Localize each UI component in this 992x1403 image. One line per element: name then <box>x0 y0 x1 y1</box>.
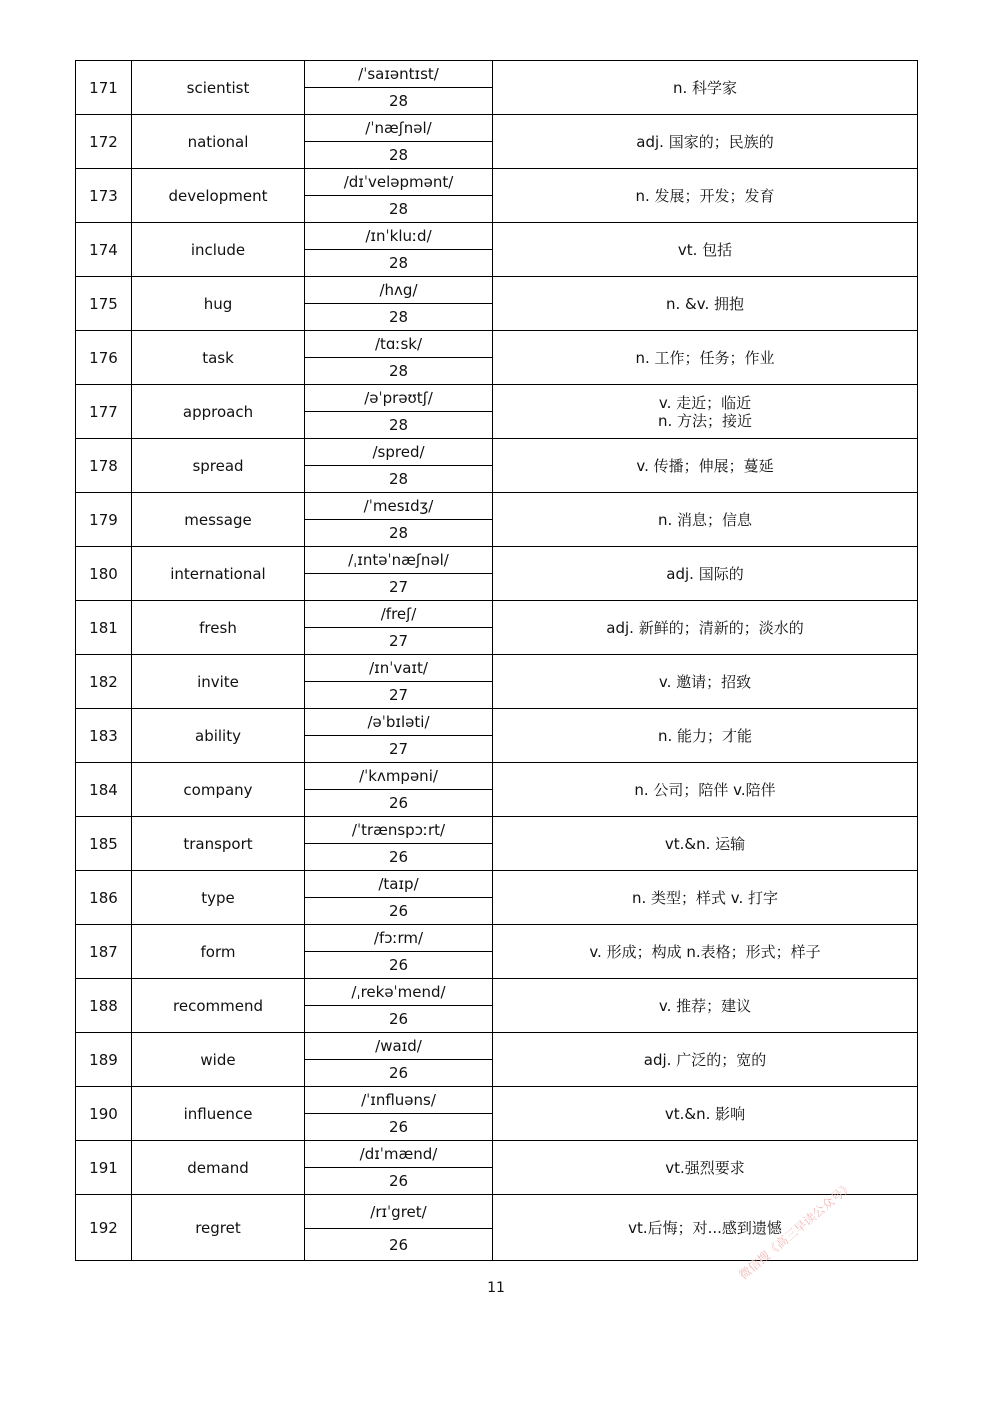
entry-meaning <box>493 655 918 709</box>
entry-number: 175 <box>76 277 132 331</box>
entry-meaning <box>493 871 918 925</box>
meaning-line: n. &v. 拥抱 <box>666 294 744 313</box>
entry-meaning <box>493 817 918 871</box>
table-row <box>76 439 918 466</box>
table-row <box>76 1087 918 1114</box>
entry-frequency: 27 <box>305 574 493 601</box>
entry-word: fresh <box>132 601 305 655</box>
table-row <box>76 871 918 898</box>
entry-number: 176 <box>76 331 132 385</box>
entry-meaning <box>493 277 918 331</box>
table-row <box>76 169 918 196</box>
entry-word: regret <box>132 1195 305 1261</box>
entry-meaning <box>493 1087 918 1141</box>
entry-number: 171 <box>76 61 132 115</box>
table-row <box>76 1033 918 1060</box>
entry-number: 173 <box>76 169 132 223</box>
entry-number: 174 <box>76 223 132 277</box>
entry-meaning <box>493 709 918 763</box>
table-row <box>76 601 918 628</box>
entry-number: 188 <box>76 979 132 1033</box>
entry-number: 180 <box>76 547 132 601</box>
entry-word: message <box>132 493 305 547</box>
entry-frequency: 28 <box>305 304 493 331</box>
entry-frequency: 28 <box>305 358 493 385</box>
entry-number: 192 <box>76 1195 132 1261</box>
entry-number: 189 <box>76 1033 132 1087</box>
meaning-line: n. 类型；样式 v. 打字 <box>631 888 779 907</box>
entry-phonetic: /freʃ/ <box>305 601 493 628</box>
entry-phonetic: /rɪˈgret/ <box>305 1195 493 1229</box>
table-row <box>76 61 918 88</box>
entry-word: development <box>132 169 305 223</box>
entry-meaning <box>493 223 918 277</box>
entry-phonetic: /ˈmesɪdʒ/ <box>305 493 493 520</box>
entry-frequency: 26 <box>305 898 493 925</box>
table-row <box>76 331 918 358</box>
entry-word: company <box>132 763 305 817</box>
entry-frequency: 26 <box>305 1229 493 1261</box>
table-row <box>76 1141 918 1168</box>
entry-word: approach <box>132 385 305 439</box>
entry-phonetic: /ˌrekəˈmend/ <box>305 979 493 1006</box>
entry-number: 172 <box>76 115 132 169</box>
entry-phonetic: /dɪˈveləpmənt/ <box>305 169 493 196</box>
table-row <box>76 493 918 520</box>
meaning-line: adj. 广泛的；宽的 <box>643 1050 767 1069</box>
entry-phonetic: /spred/ <box>305 439 493 466</box>
entry-word: recommend <box>132 979 305 1033</box>
entry-meaning <box>493 1141 918 1195</box>
entry-word: wide <box>132 1033 305 1087</box>
entry-word: type <box>132 871 305 925</box>
meaning-line: v. 邀请；招致 <box>658 672 752 691</box>
entry-frequency: 26 <box>305 844 493 871</box>
entry-meaning <box>493 385 918 439</box>
meaning-line: vt.后悔；对...感到遗憾 <box>628 1218 782 1237</box>
entry-frequency: 26 <box>305 790 493 817</box>
entry-phonetic: /ɪnˈkluːd/ <box>305 223 493 250</box>
meaning-line: vt.强烈要求 <box>665 1158 745 1177</box>
entry-phonetic: /ˈɪnfluəns/ <box>305 1087 493 1114</box>
entry-meaning <box>493 331 918 385</box>
entry-phonetic: /ˈkʌmpəni/ <box>305 763 493 790</box>
entry-phonetic: /ɪnˈvaɪt/ <box>305 655 493 682</box>
entry-meaning <box>493 61 918 115</box>
entry-number: 178 <box>76 439 132 493</box>
meaning-line: adj. 新鲜的；清新的；淡水的 <box>606 618 804 637</box>
table-row <box>76 925 918 952</box>
entry-frequency: 28 <box>305 88 493 115</box>
entry-meaning <box>493 925 918 979</box>
entry-frequency: 28 <box>305 142 493 169</box>
table-row <box>76 223 918 250</box>
vocabulary-table-body <box>76 61 918 1261</box>
entry-meaning <box>493 979 918 1033</box>
entry-number: 187 <box>76 925 132 979</box>
meaning-line: adj. 国家的；民族的 <box>636 132 774 151</box>
meaning-line: v. 走近；临近 <box>658 393 752 412</box>
entry-meaning <box>493 601 918 655</box>
vocabulary-table <box>75 60 918 1261</box>
entry-number: 179 <box>76 493 132 547</box>
meaning-line: n. 能力；才能 <box>657 726 753 745</box>
meaning-line: v. 形成；构成 n.表格；形式；样子 <box>589 942 821 961</box>
entry-number: 182 <box>76 655 132 709</box>
entry-number: 186 <box>76 871 132 925</box>
meaning-line: n. 公司；陪伴 v.陪伴 <box>634 780 776 799</box>
entry-phonetic: /hʌg/ <box>305 277 493 304</box>
entry-word: include <box>132 223 305 277</box>
entry-number: 183 <box>76 709 132 763</box>
entry-meaning <box>493 1033 918 1087</box>
table-row <box>76 655 918 682</box>
entry-phonetic: /dɪˈmænd/ <box>305 1141 493 1168</box>
entry-word: international <box>132 547 305 601</box>
entry-word: national <box>132 115 305 169</box>
entry-word: scientist <box>132 61 305 115</box>
meaning-line: adj. 国际的 <box>666 564 744 583</box>
entry-word: invite <box>132 655 305 709</box>
entry-phonetic: /ˌɪntəˈnæʃnəl/ <box>305 547 493 574</box>
entry-frequency: 27 <box>305 736 493 763</box>
entry-word: task <box>132 331 305 385</box>
watermark-text: 微信搜《高三早读公众号》 <box>736 1178 856 1283</box>
entry-phonetic: /fɔːrm/ <box>305 925 493 952</box>
entry-meaning <box>493 763 918 817</box>
entry-word: demand <box>132 1141 305 1195</box>
entry-number: 185 <box>76 817 132 871</box>
entry-word: spread <box>132 439 305 493</box>
entry-meaning <box>493 169 918 223</box>
table-row <box>76 979 918 1006</box>
entry-frequency: 27 <box>305 628 493 655</box>
entry-frequency: 28 <box>305 412 493 439</box>
meaning-line: vt.&n. 运输 <box>664 834 746 853</box>
entry-meaning <box>493 493 918 547</box>
meaning-line: n. 工作；任务；作业 <box>635 348 775 367</box>
entry-phonetic: /ˈnæʃnəl/ <box>305 115 493 142</box>
meaning-line: vt. 包括 <box>677 240 733 259</box>
entry-word: transport <box>132 817 305 871</box>
entry-word: influence <box>132 1087 305 1141</box>
page-number: 11 <box>487 1280 505 1296</box>
entry-meaning <box>493 1195 918 1261</box>
entry-meaning <box>493 547 918 601</box>
table-row <box>76 817 918 844</box>
entry-frequency: 28 <box>305 250 493 277</box>
entry-phonetic: /əˈprəʊtʃ/ <box>305 385 493 412</box>
entry-number: 181 <box>76 601 132 655</box>
entry-phonetic: /waɪd/ <box>305 1033 493 1060</box>
entry-frequency: 27 <box>305 682 493 709</box>
table-row <box>76 547 918 574</box>
meaning-line: v. 推荐；建议 <box>658 996 752 1015</box>
entry-phonetic: /əˈbɪləti/ <box>305 709 493 736</box>
table-row <box>76 277 918 304</box>
entry-meaning <box>493 439 918 493</box>
meaning-line: n. 科学家 <box>672 78 738 97</box>
table-row <box>76 709 918 736</box>
entry-number: 191 <box>76 1141 132 1195</box>
entry-frequency: 26 <box>305 952 493 979</box>
meaning-line: n. 方法；接近 <box>657 411 753 430</box>
meaning-line: n. 发展；开发；发育 <box>635 186 775 205</box>
entry-meaning <box>493 115 918 169</box>
entry-frequency: 26 <box>305 1168 493 1195</box>
meaning-line: v. 传播；伸展；蔓延 <box>636 456 774 475</box>
entry-word: ability <box>132 709 305 763</box>
entry-frequency: 28 <box>305 196 493 223</box>
entry-number: 190 <box>76 1087 132 1141</box>
entry-word: form <box>132 925 305 979</box>
entry-frequency: 26 <box>305 1006 493 1033</box>
entry-word: hug <box>132 277 305 331</box>
entry-frequency: 28 <box>305 466 493 493</box>
entry-phonetic: /tɑːsk/ <box>305 331 493 358</box>
entry-frequency: 28 <box>305 520 493 547</box>
entry-number: 184 <box>76 763 132 817</box>
entry-frequency: 26 <box>305 1060 493 1087</box>
entry-number: 177 <box>76 385 132 439</box>
entry-phonetic: /ˈtrænspɔːrt/ <box>305 817 493 844</box>
meaning-line: vt.&n. 影响 <box>664 1104 746 1123</box>
table-row <box>76 385 918 412</box>
entry-frequency: 26 <box>305 1114 493 1141</box>
entry-phonetic: /ˈsaɪəntɪst/ <box>305 61 493 88</box>
meaning-line: n. 消息；信息 <box>657 510 753 529</box>
table-row <box>76 763 918 790</box>
table-row <box>76 115 918 142</box>
entry-phonetic: /taɪp/ <box>305 871 493 898</box>
